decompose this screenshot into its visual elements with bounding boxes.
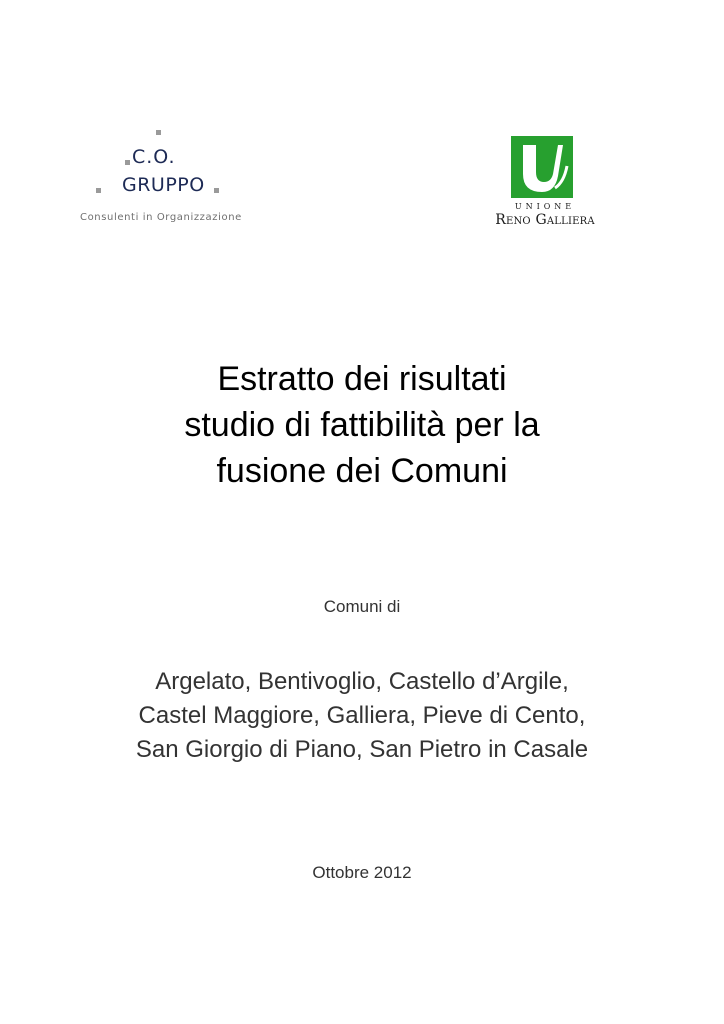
- unione-reno-galliera-logo: [470, 132, 620, 232]
- municipalities-line: Argelato, Bentivoglio, Castello d’Argile,: [155, 668, 569, 695]
- logo-dot-top: [156, 130, 161, 135]
- comuni-di-label: Comuni di: [323, 597, 401, 616]
- logo-text-gruppo: GRUPPO: [122, 174, 205, 196]
- document-title: [0, 356, 724, 494]
- municipalities-list: [0, 665, 724, 767]
- title-line: studio di fattibilità per la: [184, 406, 540, 444]
- logo-text-reno-galliera: Reno Galliera: [495, 212, 595, 228]
- document-date: Ottobre 2012: [312, 863, 412, 882]
- reno-galliera-u-mark-icon: [511, 136, 573, 198]
- title-line: Estratto dei risultati: [217, 360, 507, 398]
- title-line: fusione dei Comuni: [216, 452, 508, 490]
- co-gruppo-logo: [80, 122, 250, 232]
- municipalities-line: San Giorgio di Piano, San Pietro in Casale: [135, 736, 589, 763]
- logo-dot-left: [125, 160, 130, 165]
- logo-text-unione: UNIONE: [514, 202, 576, 211]
- logo-dot-right: [214, 188, 219, 193]
- logo-dot-mid-left: [96, 188, 101, 193]
- municipalities-line: Castel Maggiore, Galliera, Pieve di Cento,: [138, 702, 586, 729]
- logo-text-co: C.O.: [132, 146, 176, 168]
- logo-tagline: Consulenti in Organizzazione: [80, 212, 242, 223]
